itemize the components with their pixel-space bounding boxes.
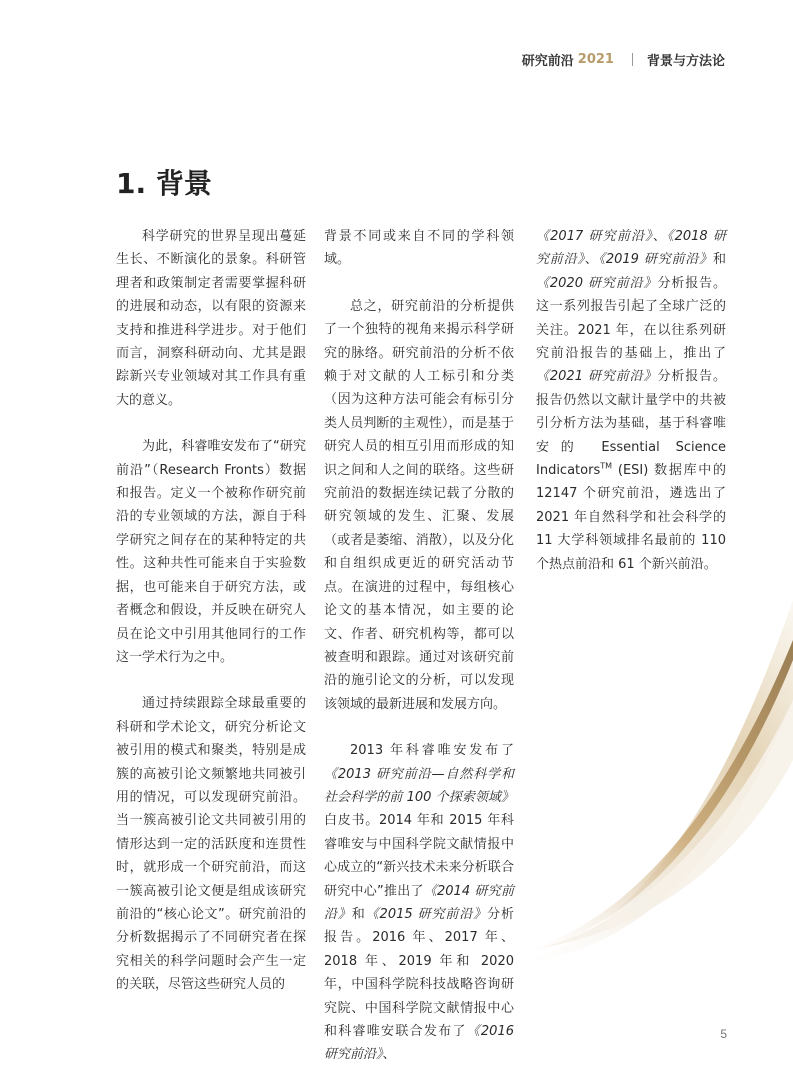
report-title-ref: 《2018 研究前沿》 <box>536 229 726 268</box>
report-title-ref: 《2021 研究前沿》 <box>536 369 658 385</box>
report-title-ref: 《2020 研究前沿》 <box>536 275 658 291</box>
paragraph: 科学研究的世界呈现出蔓延生长、不断演化的景象。科研管理者和政策制定者需要掌握科研的进展和动态，以有限的资源来支持和推进科学进步。对于他们而言，洞察科研动向、尤其是跟踪新兴专业领域对其工作具有重大的意义。 <box>116 229 306 408</box>
paragraph: 背景不同或来自不同的学科领域。 <box>324 229 514 268</box>
header-report-title: 研究前沿 <box>521 54 574 69</box>
paragraph: 2013 年科睿唯安发布了《2013 研究前沿—自然科学和社会科学的前 100 个探索领域》白皮书。2014 年和 2015 年科睿唯安与中国科学院文献情报中心成立的“新兴技术未来分析联合研究中心”推出了《2014 研究前沿》和《2015 研究前沿》分析报告。2016 年、2017 年、2018 年、2019 年和 2020 年，中国科学院科技战略咨询研究院、中国科学院文献情报中心和科睿唯安联合发布了《2016 研究前沿》、 <box>324 743 514 1063</box>
text-column-1 <box>116 225 306 1020</box>
header-year: 2021 <box>577 52 614 67</box>
text-column-2 <box>324 225 514 1090</box>
page-number: 5 <box>720 1027 727 1041</box>
paragraph: 为此，科睿唯安发布了“研究前沿”（Research Fronts）数据和报告。定义一个被称作研究前沿的专业领域的方法，源自于科学研究之间存在的某种特定的共性。这种共性可能来自于实验数据，也可能来自于研究方法，或者概念和假设，并反映在研究人员在论文中引用其他同行的工作这一学术行为之中。 <box>116 439 306 665</box>
section-title: 1. 背景 <box>116 167 212 200</box>
report-title-ref: 《2014 研究前沿》 <box>324 883 514 922</box>
trademark-mark: TM <box>600 461 613 471</box>
text-column-3 <box>536 225 726 599</box>
report-title-ref: 《2017 研究前沿》 <box>536 229 653 244</box>
running-header <box>522 50 725 69</box>
report-title-ref: 《2019 研究前沿》 <box>598 252 713 268</box>
report-title-ref: 《2015 研究前沿》 <box>365 906 488 922</box>
report-title-ref: 《2013 研究前沿—自然科学和社会科学的前 100 个探索领域》 <box>324 766 514 805</box>
report-title-ref: 《2016 研究前沿》 <box>324 1024 514 1063</box>
paragraph: 《2017 研究前沿》、《2018 研究前沿》、《2019 研究前沿》和《2020 研究前沿》分析报告。这一系列报告引起了全球广泛的关注。2021 年，在以往系列研究前沿报告的基础上，推出了《2021 研究前沿》分析报告。报告仍然以文献计量学中的共被引分析方法为基础，基于科睿唯安的 Essential Science Indicators™ (ESI) 数据库中的 12147 个研究前沿，遴选出了 2021 年自然科学和社会科学的 11 大学科领域排名最前的 110 个热点前沿和 61 个新兴前沿。 <box>536 229 726 572</box>
header-divider <box>632 53 633 66</box>
paragraph: 总之，研究前沿的分析提供了一个独特的视角来揭示科学研究的脉络。研究前沿的分析不依赖于对文献的人工标引和分类（因为这种方法可能会有标引分类人员判断的主观性），而是基于研究人员的相互引用而形成的知识之间和人之间的联络。这些研究前沿的数据连续记载了分散的研究领域的发生、汇聚、发展（或者是萎缩、消散），以及分化和自组织成更近的研究活动节点。在演进的过程中，每组核心论文的基本情况，如主要的论文、作者、研究机构等，都可以被查明和跟踪。通过对该研究前沿的施引论文的分析，可以发现该领域的最新进展和发展方向。 <box>324 298 514 712</box>
header-section: 背景与方法论 <box>646 54 725 69</box>
paragraph: 通过持续跟踪全球最重要的科研和学术论文，研究分析论文被引用的模式和聚类，特别是成簇的高被引论文频繁地共同被引用的情况，可以发现研究前沿。当一簇高被引论文共同被引用的情形达到一定的活跃度和连贯性时，就形成一个研究前沿，而这一簇高被引论文便是组成该研究前沿的“核心论文”。研究前沿的分析数据揭示了不同研究者在探究相关的科学问题时会产生一定的关联，尽管这些研究人员的 <box>116 696 306 993</box>
